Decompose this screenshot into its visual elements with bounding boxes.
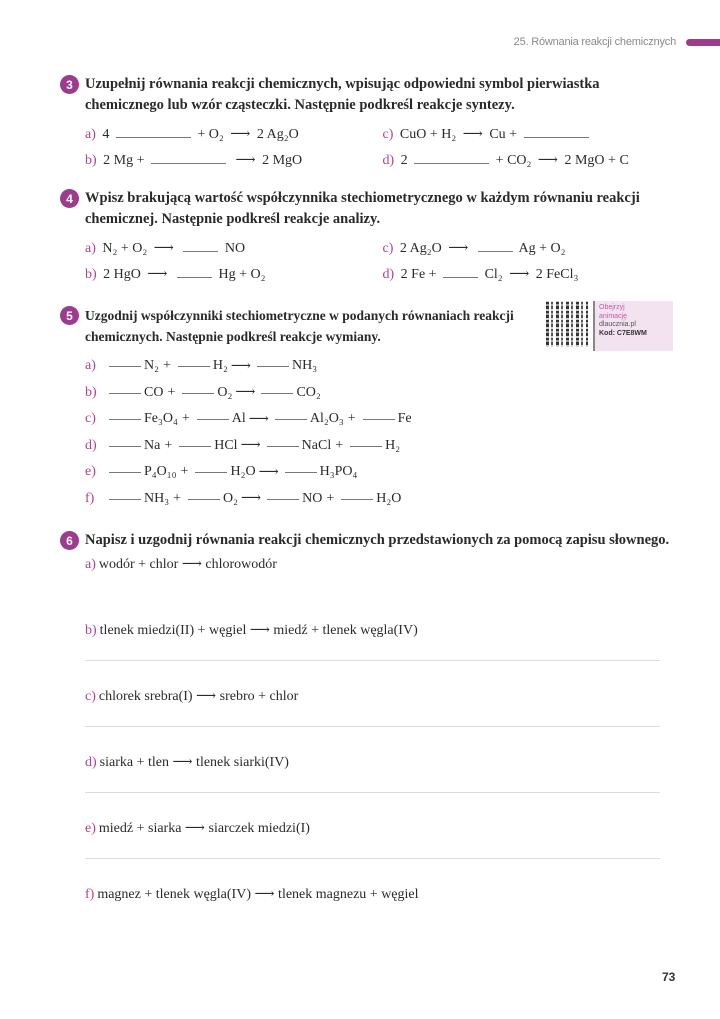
reaction-arrow-icon: ⟶ [258, 464, 279, 480]
task-number-badge: 3 [60, 75, 79, 94]
item-label: a) [85, 126, 96, 142]
item-label: a) [85, 358, 96, 374]
equation-text: + O₂ [197, 126, 224, 142]
plus-sign: + [347, 411, 356, 427]
coefficient-blank[interactable] [109, 471, 141, 473]
qr-text: dlaucznia.pl [599, 321, 636, 328]
equation-text: 2 HgO [103, 266, 141, 282]
task-6 [60, 530, 680, 952]
equation-text: 2 Ag₂O [256, 126, 299, 142]
equation-4a [85, 240, 383, 257]
equation-row [85, 353, 530, 380]
formula: Al [231, 411, 246, 427]
coefficient-blank[interactable] [261, 392, 293, 394]
equation-3b [85, 152, 383, 169]
equation-4c [383, 240, 681, 257]
coefficient-blank[interactable] [350, 445, 382, 447]
task-instruction: Napisz i uzgodnij równania reakcji chemicznych przedstawionych za pomocą zapisu słownego. [85, 532, 670, 548]
plus-sign: + [163, 358, 171, 374]
formula: NaCl [301, 437, 332, 453]
answer-blank[interactable] [151, 162, 226, 164]
coefficient-blank[interactable] [267, 498, 299, 500]
coefficient-blank[interactable] [109, 365, 141, 367]
reaction-arrow-icon: ⟶ [235, 152, 256, 168]
word-equation-item [85, 820, 680, 886]
equation-text: 4 [102, 126, 110, 142]
equation-text: 2 Mg + [103, 152, 145, 168]
item-label: c) [382, 126, 394, 142]
coefficient-blank[interactable] [188, 498, 220, 500]
item-label: c) [85, 689, 96, 704]
plus-sign: + [326, 490, 335, 506]
coefficient-blank[interactable] [109, 498, 141, 500]
reaction-arrow-icon: ⟶ [147, 266, 168, 282]
coefficient-blank[interactable] [179, 445, 211, 447]
equation-text: 2 Fe + [400, 266, 437, 282]
running-header [514, 32, 720, 52]
answer-line[interactable] [85, 660, 660, 661]
qr-code-text: Kod: C7E8WM [599, 329, 647, 337]
formula: O₂ [217, 384, 233, 400]
equation-text: 2 Ag₂O [399, 240, 442, 256]
word-equation-list [85, 556, 680, 952]
word-equation: tlenek miedzi(II) + węgiel ⟶ miedź + tlenek węgla(IV) [99, 623, 418, 638]
plus-sign: + [180, 464, 189, 480]
coefficient-blank[interactable] [257, 365, 289, 367]
task-instruction: Uzgodnij współczynniki stechiometryczne w podanych równaniach reakcji chemicznych. Następnie podkreśl reakcje wymiany. [85, 308, 514, 344]
task-number-badge: 5 [60, 306, 79, 325]
formula: NO [302, 490, 323, 506]
formula: Fe [397, 411, 412, 427]
word-equation: siarka + tlen ⟶ tlenek siarki(IV) [99, 755, 289, 770]
task-3 [60, 74, 680, 173]
item-label: d) [85, 437, 97, 453]
item-label: e) [85, 821, 96, 836]
formula: CO₂ [296, 384, 321, 400]
word-equation-item [85, 622, 680, 688]
item-label: b) [85, 266, 97, 282]
answer-blank[interactable] [478, 250, 513, 252]
plus-sign: + [167, 384, 176, 400]
equation-row [85, 486, 530, 513]
plus-sign: + [173, 490, 182, 506]
item-label: a) [85, 240, 96, 256]
task-number-badge: 6 [60, 531, 79, 550]
equation-text: NO [224, 240, 246, 256]
equation-text: Cl₂ [484, 266, 503, 282]
formula: H₃PO₄ [319, 464, 358, 480]
equation-list [85, 353, 530, 512]
reaction-arrow-icon: ⟶ [241, 491, 262, 507]
plus-sign: + [181, 411, 190, 427]
coefficient-blank[interactable] [197, 418, 229, 420]
formula: P₄O₁₀ [144, 464, 177, 480]
reaction-arrow-icon: ⟶ [248, 411, 269, 427]
plus-sign: + [164, 437, 173, 453]
qr-text: animację [599, 312, 628, 320]
item-label: b) [85, 623, 97, 638]
item-label: d) [382, 152, 395, 168]
item-label: c) [85, 411, 96, 427]
equation-text: 2 [400, 152, 408, 168]
word-equation: magnez + tlenek węgla(IV) ⟶ tlenek magnezu + węgiel [97, 887, 419, 902]
equation-text: + CO₂ [495, 152, 532, 168]
equation-4d [383, 266, 681, 283]
item-label: f) [85, 490, 95, 506]
reaction-arrow-icon: ⟶ [509, 266, 530, 282]
coefficient-blank[interactable] [363, 418, 395, 420]
equation-text: 2 MgO + C [564, 152, 629, 168]
word-equation: miedź + siarka ⟶ siarczek miedzi(I) [98, 821, 310, 836]
answer-blank[interactable] [414, 162, 489, 164]
item-label: d) [382, 266, 395, 282]
answer-line[interactable] [85, 858, 660, 859]
answer-blank[interactable] [183, 250, 218, 252]
page-number: 73 [662, 970, 676, 984]
equation-4b [85, 266, 383, 283]
item-label: c) [382, 240, 394, 256]
task-5 [60, 305, 530, 512]
task-instruction: Wpisz brakującą wartość współczynnika stechiometrycznego w każdym równaniu reakcji chemicznej. Następnie podkreśl reakcje analizy. [85, 190, 640, 227]
coefficient-blank[interactable] [178, 365, 210, 367]
formula: H₂O [376, 490, 402, 506]
reaction-arrow-icon: ⟶ [153, 240, 174, 256]
equation-text: 2 FeCl₃ [535, 266, 579, 282]
formula: H₂ [212, 358, 228, 374]
qr-code[interactable] [546, 301, 588, 347]
coefficient-blank[interactable] [275, 418, 307, 420]
equation-text: Cu + [489, 126, 518, 142]
task-4 [60, 188, 680, 287]
word-equation-item [85, 754, 680, 820]
qr-code-panel[interactable] [546, 301, 673, 351]
coefficient-blank[interactable] [182, 392, 214, 394]
item-label: d) [85, 755, 97, 770]
word-equation: wodór + chlor ⟶ chlorowodór [98, 557, 277, 572]
equation-text: Hg + O₂ [218, 266, 266, 282]
reaction-arrow-icon: ⟶ [230, 358, 251, 374]
formula: NH₃ [291, 358, 318, 374]
answer-line[interactable] [85, 726, 660, 727]
item-label: a) [85, 557, 96, 572]
formula: HCl [214, 437, 238, 453]
answer-blank[interactable] [116, 136, 191, 138]
coefficient-blank[interactable] [109, 445, 141, 447]
equation-row [85, 406, 530, 433]
formula: N₂ [144, 358, 159, 374]
word-equation: chlorek srebra(I) ⟶ srebro + chlor [98, 689, 299, 704]
equation-3c [383, 126, 681, 143]
answer-blank[interactable] [524, 136, 589, 138]
header-accent-bar [686, 39, 720, 46]
equation-row [85, 380, 530, 407]
equation-text: 2 MgO [262, 152, 303, 168]
reaction-arrow-icon: ⟶ [235, 385, 256, 401]
coefficient-blank[interactable] [109, 418, 141, 420]
qr-text: Obejrzyj [599, 304, 625, 311]
equation-row [85, 459, 530, 486]
answer-line[interactable] [85, 792, 660, 793]
chapter-title: 25. Równania reakcji chemicznych [513, 36, 676, 48]
formula: Al₂O₃ [309, 411, 344, 427]
equation-3a [85, 126, 383, 143]
formula: O₂ [223, 490, 239, 506]
item-label: b) [85, 384, 97, 400]
equation-text: N₂ + O₂ [102, 240, 148, 256]
reaction-arrow-icon: ⟶ [230, 126, 251, 142]
answer-space[interactable] [85, 594, 660, 595]
formula: H₂O [230, 464, 256, 480]
item-label: e) [85, 464, 96, 480]
formula: CO [144, 384, 164, 400]
coefficient-blank[interactable] [109, 392, 141, 394]
coefficient-blank[interactable] [267, 445, 299, 447]
equation-3d [383, 152, 681, 169]
task-number-badge: 4 [60, 189, 79, 208]
equation-row [85, 433, 530, 460]
qr-info [593, 301, 673, 351]
plus-sign: + [335, 437, 344, 453]
reaction-arrow-icon: ⟶ [537, 152, 558, 168]
coefficient-blank[interactable] [285, 471, 317, 473]
item-label: f) [85, 887, 95, 902]
task-instruction: Uzupełnij równania reakcji chemicznych, wpisując odpowiedni symbol pierwiastka chemicznego lub wzór cząsteczki. Następnie podkreśl reakcje syntezy. [85, 76, 600, 113]
coefficient-blank[interactable] [195, 471, 227, 473]
answer-blank[interactable] [177, 276, 212, 278]
reaction-arrow-icon: ⟶ [462, 126, 483, 142]
reaction-arrow-icon: ⟶ [448, 240, 469, 256]
reaction-arrow-icon: ⟶ [240, 438, 261, 454]
formula: NH₃ [144, 490, 170, 506]
answer-blank[interactable] [443, 276, 478, 278]
formula: H₂ [385, 437, 401, 453]
item-label: b) [85, 152, 97, 168]
word-equation-item [85, 688, 680, 754]
equation-text: CuO + H₂ [399, 126, 457, 142]
formula: Fe₃O₄ [144, 411, 178, 427]
equation-text: Ag + O₂ [518, 240, 566, 256]
formula: Na [144, 437, 161, 453]
word-equation-item [85, 886, 680, 952]
coefficient-blank[interactable] [341, 498, 373, 500]
word-equation-item [85, 556, 680, 622]
